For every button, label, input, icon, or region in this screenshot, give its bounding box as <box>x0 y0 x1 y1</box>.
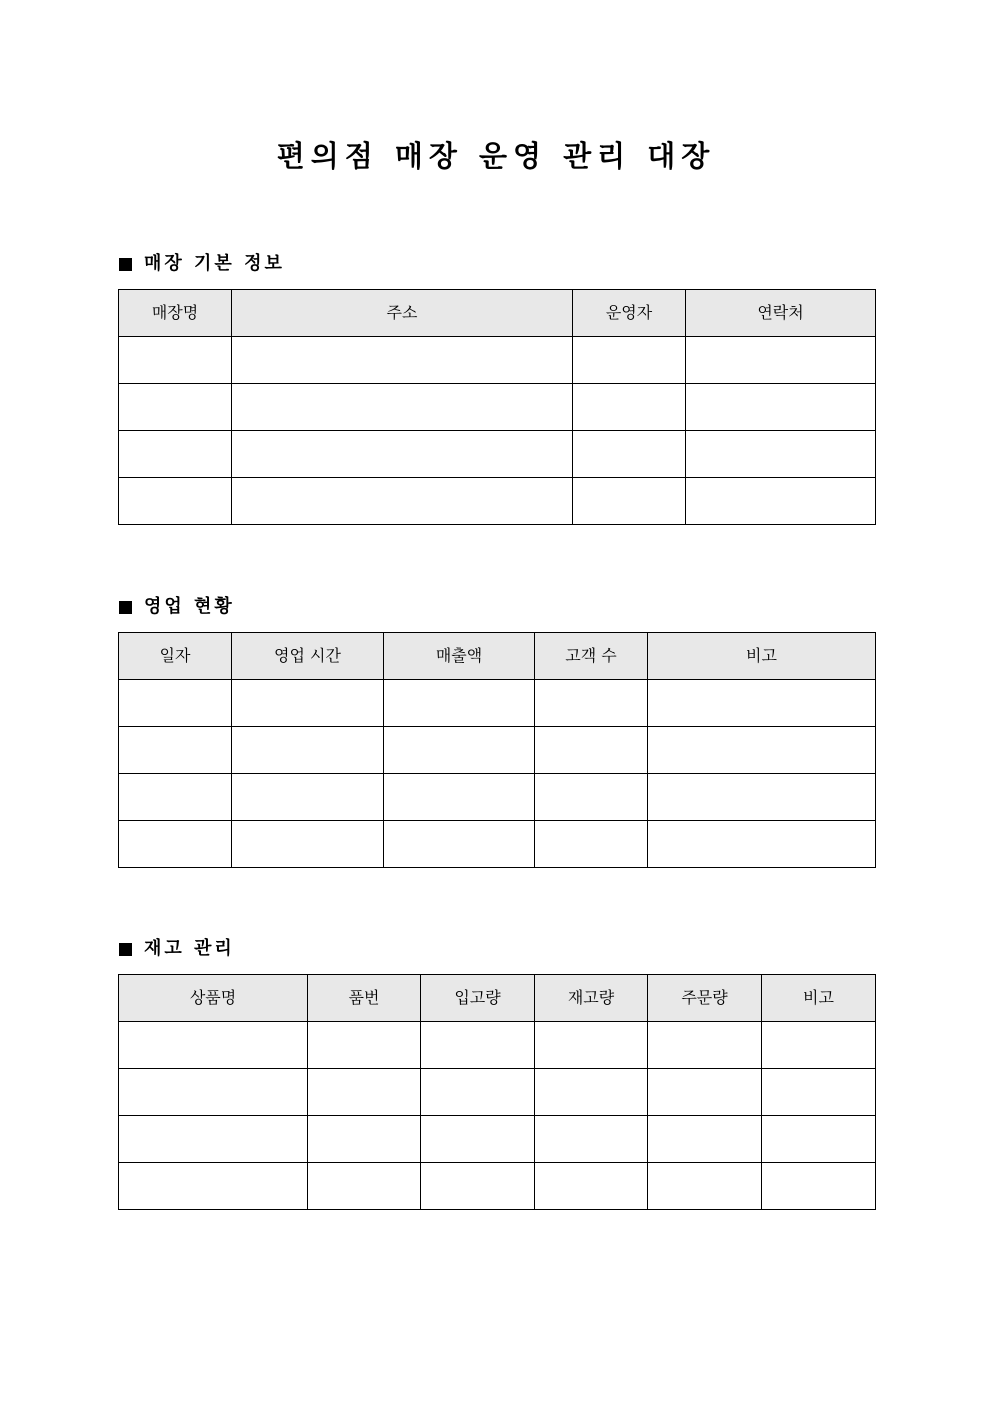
table-row <box>119 727 876 774</box>
column-header: 주소 <box>232 290 573 337</box>
table-cell[interactable] <box>119 727 232 774</box>
table-cell[interactable] <box>384 774 535 821</box>
table-cell[interactable] <box>232 774 384 821</box>
table-cell[interactable] <box>648 1116 762 1163</box>
table-cell[interactable] <box>119 431 232 478</box>
table-cell[interactable] <box>535 1116 648 1163</box>
table-cell[interactable] <box>232 680 384 727</box>
table-cell[interactable] <box>421 1163 535 1210</box>
table-cell[interactable] <box>573 478 686 525</box>
table-row <box>119 478 876 525</box>
table-cell[interactable] <box>421 1116 535 1163</box>
table-cell[interactable] <box>119 1022 308 1069</box>
table-cell[interactable] <box>762 1116 876 1163</box>
table-cell[interactable] <box>648 1022 762 1069</box>
table-row <box>119 1069 876 1116</box>
table-cell[interactable] <box>119 774 232 821</box>
table-cell[interactable] <box>119 384 232 431</box>
table-row <box>119 1022 876 1069</box>
table-cell[interactable] <box>384 680 535 727</box>
table-cell[interactable] <box>535 1022 648 1069</box>
table-cell[interactable] <box>686 384 876 431</box>
column-header: 고객 수 <box>535 633 648 680</box>
column-header: 비고 <box>762 975 876 1022</box>
table-row <box>119 680 876 727</box>
table-cell[interactable] <box>573 431 686 478</box>
column-header: 일자 <box>119 633 232 680</box>
column-header: 품번 <box>308 975 421 1022</box>
table-row <box>119 384 876 431</box>
section-heading-inventory <box>119 937 235 961</box>
section-heading-sales-status <box>119 595 235 619</box>
table-cell[interactable] <box>232 727 384 774</box>
column-header: 운영자 <box>573 290 686 337</box>
store-info-table <box>118 289 876 525</box>
table-cell[interactable] <box>648 680 876 727</box>
column-header: 입고량 <box>421 975 535 1022</box>
document-title: 편의점 매장 운영 관리 대장 <box>276 139 716 173</box>
table-cell[interactable] <box>119 1069 308 1116</box>
table-cell[interactable] <box>762 1163 876 1210</box>
section-heading-label: 매장 기본 정보 <box>144 253 285 274</box>
table-cell[interactable] <box>119 1163 308 1210</box>
table-cell[interactable] <box>535 1163 648 1210</box>
table-row <box>119 821 876 868</box>
table-cell[interactable] <box>119 1116 308 1163</box>
table-row <box>119 774 876 821</box>
square-bullet-icon <box>119 258 132 271</box>
table-cell[interactable] <box>421 1069 535 1116</box>
table-cell[interactable] <box>535 821 648 868</box>
table-row <box>119 431 876 478</box>
table-row <box>119 337 876 384</box>
table-cell[interactable] <box>308 1022 421 1069</box>
column-header: 매장명 <box>119 290 232 337</box>
table-cell[interactable] <box>308 1069 421 1116</box>
table-cell[interactable] <box>421 1022 535 1069</box>
table-cell[interactable] <box>535 1069 648 1116</box>
table-cell[interactable] <box>535 774 648 821</box>
table-cell[interactable] <box>119 821 232 868</box>
table-cell[interactable] <box>762 1022 876 1069</box>
table-header-row <box>119 290 876 337</box>
section-heading-label: 영업 현황 <box>144 596 235 617</box>
column-header: 비고 <box>648 633 876 680</box>
table-cell[interactable] <box>384 727 535 774</box>
column-header: 매출액 <box>384 633 535 680</box>
table-header-row <box>119 975 876 1022</box>
column-header: 주문량 <box>648 975 762 1022</box>
table-cell[interactable] <box>308 1116 421 1163</box>
table-cell[interactable] <box>762 1069 876 1116</box>
table-header-row <box>119 633 876 680</box>
table-cell[interactable] <box>648 727 876 774</box>
table-cell[interactable] <box>648 1069 762 1116</box>
table-cell[interactable] <box>573 384 686 431</box>
column-header: 재고량 <box>535 975 648 1022</box>
table-cell[interactable] <box>232 337 573 384</box>
column-header: 연락처 <box>686 290 876 337</box>
table-cell[interactable] <box>648 1163 762 1210</box>
table-row <box>119 1116 876 1163</box>
table-cell[interactable] <box>648 774 876 821</box>
table-cell[interactable] <box>686 478 876 525</box>
square-bullet-icon <box>119 943 132 956</box>
table-cell[interactable] <box>119 478 232 525</box>
table-cell[interactable] <box>686 337 876 384</box>
sales-status-table <box>118 632 876 868</box>
table-cell[interactable] <box>535 680 648 727</box>
table-cell[interactable] <box>232 384 573 431</box>
table-cell[interactable] <box>119 337 232 384</box>
table-cell[interactable] <box>232 431 573 478</box>
table-cell[interactable] <box>308 1163 421 1210</box>
table-cell[interactable] <box>232 478 573 525</box>
section-heading-label: 재고 관리 <box>144 938 235 959</box>
table-cell[interactable] <box>384 821 535 868</box>
inventory-table <box>118 974 876 1210</box>
column-header: 영업 시간 <box>232 633 384 680</box>
square-bullet-icon <box>119 601 132 614</box>
table-cell[interactable] <box>686 431 876 478</box>
table-cell[interactable] <box>573 337 686 384</box>
section-heading-store-info <box>119 252 285 276</box>
column-header: 상품명 <box>119 975 308 1022</box>
table-row <box>119 1163 876 1210</box>
table-cell[interactable] <box>535 727 648 774</box>
table-cell[interactable] <box>119 680 232 727</box>
table-cell[interactable] <box>648 821 876 868</box>
table-cell[interactable] <box>232 821 384 868</box>
